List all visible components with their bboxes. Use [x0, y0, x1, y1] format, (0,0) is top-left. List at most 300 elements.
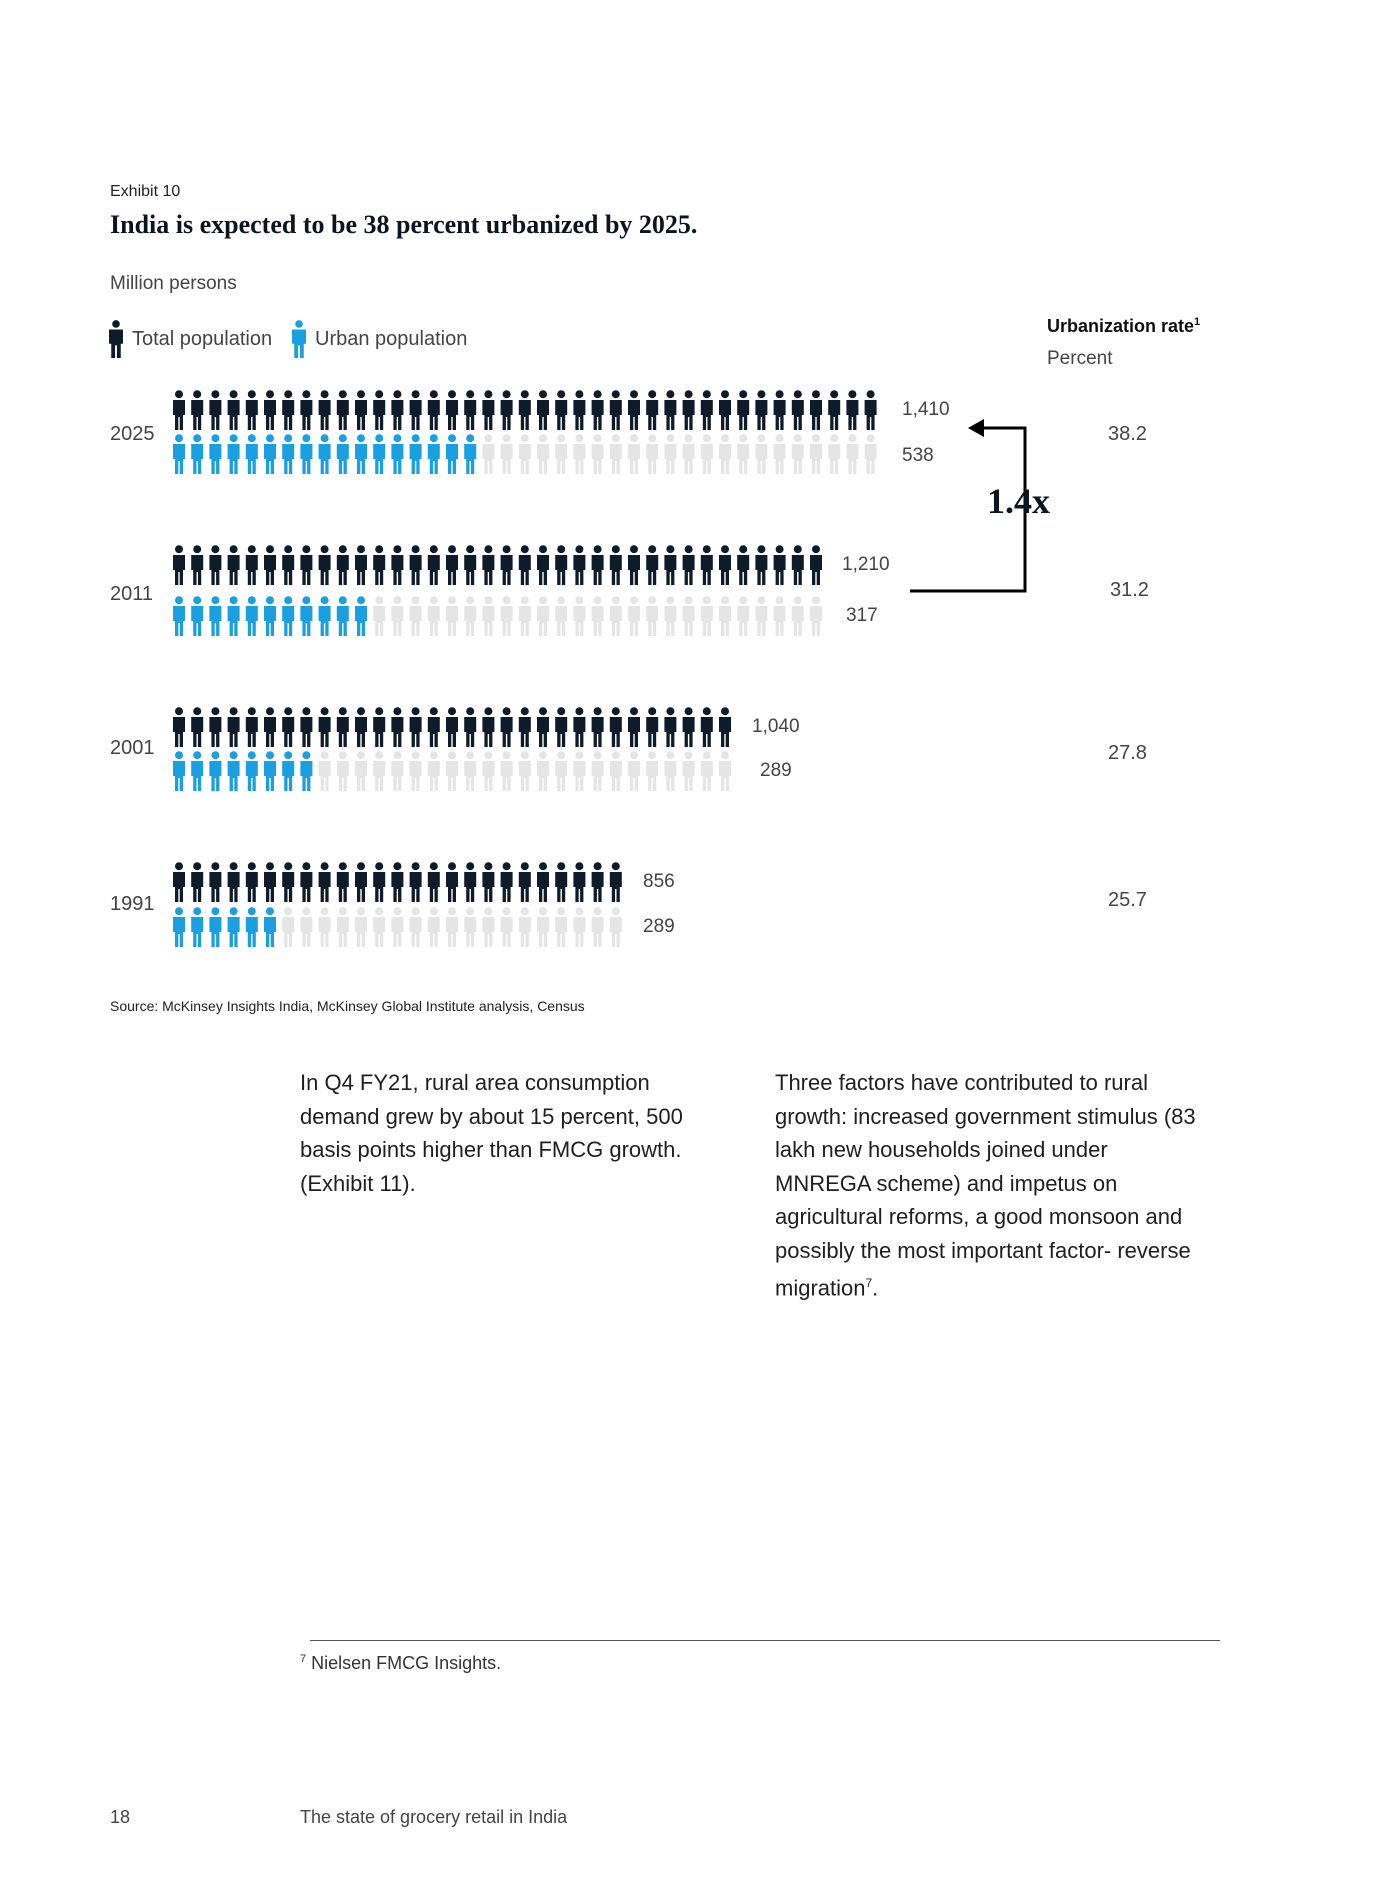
person-icon — [555, 751, 567, 791]
person-icon — [573, 596, 585, 636]
person-icon — [264, 751, 276, 791]
person-icon — [537, 434, 549, 474]
person-icon — [373, 751, 385, 791]
document-title: The state of grocery retail in India — [300, 1807, 568, 1827]
person-icon — [410, 907, 422, 947]
person-icon — [482, 596, 494, 636]
person-icon — [337, 707, 349, 747]
person-icon — [428, 907, 440, 947]
person-icon — [337, 862, 349, 902]
person-icon — [519, 862, 531, 902]
person-icon — [537, 751, 549, 791]
person-icon — [701, 434, 713, 474]
source-note: Source: McKinsey Insights India, McKinsey Global Institute analysis, Census — [110, 998, 585, 1014]
person-icon — [537, 707, 549, 747]
person-icon — [774, 434, 786, 474]
person-icon — [209, 390, 221, 430]
person-icon — [373, 862, 385, 902]
person-icon — [246, 862, 258, 902]
person-icon — [173, 545, 185, 585]
person-icon — [191, 390, 203, 430]
person-icon — [446, 596, 458, 636]
person-icon — [610, 862, 622, 902]
person-icon — [592, 545, 604, 585]
person-icon — [264, 596, 276, 636]
footnote — [300, 1653, 501, 1674]
person-icon — [610, 596, 622, 636]
person-icon — [573, 707, 585, 747]
person-icon — [282, 862, 294, 902]
person-icon — [664, 707, 676, 747]
person-icon — [737, 390, 749, 430]
rate-value: 27.8 — [1108, 742, 1147, 764]
person-icon — [246, 751, 258, 791]
person-icon — [428, 707, 440, 747]
person-icon — [573, 751, 585, 791]
person-icon — [464, 390, 476, 430]
person-icon — [737, 596, 749, 636]
person-icon — [319, 907, 331, 947]
person-icon — [555, 907, 567, 947]
person-icon — [537, 907, 549, 947]
rate-header-subtitle: Percent — [1047, 348, 1113, 369]
person-icon — [191, 596, 203, 636]
person-icon — [173, 390, 185, 430]
icon-row-urban — [172, 596, 823, 641]
person-icon — [537, 596, 549, 636]
person-icons-svg — [172, 545, 823, 585]
person-icon — [319, 707, 331, 747]
person-icon — [300, 907, 312, 947]
person-icon — [519, 707, 531, 747]
person-icon — [719, 707, 731, 747]
person-icon — [482, 862, 494, 902]
person-icon — [464, 434, 476, 474]
person-icon — [646, 596, 658, 636]
total-value: 856 — [643, 871, 675, 892]
year-label: 1991 — [110, 893, 155, 915]
person-icon — [446, 390, 458, 430]
person-icon — [755, 434, 767, 474]
person-icon — [810, 596, 822, 636]
person-icon — [173, 707, 185, 747]
person-icon — [337, 596, 349, 636]
person-icon — [410, 751, 422, 791]
person-icon — [482, 434, 494, 474]
person-icon — [319, 545, 331, 585]
urban-value: 289 — [643, 916, 675, 937]
person-icon — [300, 545, 312, 585]
person-icon — [373, 390, 385, 430]
person-icon — [792, 390, 804, 430]
person-icon — [191, 862, 203, 902]
person-icon — [719, 390, 731, 430]
person-icon — [446, 751, 458, 791]
person-icon — [391, 596, 403, 636]
person-icons-svg — [172, 434, 878, 474]
person-icon — [737, 545, 749, 585]
icon-row-urban — [172, 434, 878, 479]
person-icons-svg — [172, 596, 823, 636]
person-icon — [573, 390, 585, 430]
person-icon — [291, 320, 307, 358]
person-icon — [373, 434, 385, 474]
person-icon — [410, 707, 422, 747]
person-icon — [573, 862, 585, 902]
person-icon — [191, 907, 203, 947]
growth-multiplier: 1.4x — [987, 481, 1050, 521]
person-icon — [300, 390, 312, 430]
person-icon — [391, 751, 403, 791]
person-icon — [501, 751, 513, 791]
person-icon — [391, 907, 403, 947]
person-icon — [355, 751, 367, 791]
person-icon — [428, 751, 440, 791]
person-icon — [701, 707, 713, 747]
legend-total-label: Total population — [132, 327, 273, 350]
person-icon — [555, 545, 567, 585]
person-icon — [646, 434, 658, 474]
person-icon — [355, 390, 367, 430]
legend-total — [108, 320, 272, 358]
person-icon — [337, 434, 349, 474]
person-icon — [191, 434, 203, 474]
person-icon — [482, 390, 494, 430]
person-icon — [792, 434, 804, 474]
person-icon — [391, 862, 403, 902]
person-icon — [209, 434, 221, 474]
person-icon — [300, 862, 312, 902]
person-icon — [228, 390, 240, 430]
person-icon — [628, 596, 640, 636]
person-icon — [391, 390, 403, 430]
person-icon — [191, 751, 203, 791]
person-icon — [264, 390, 276, 430]
person-icon — [755, 545, 767, 585]
person-icon — [319, 751, 331, 791]
legend-urban-label: Urban population — [315, 327, 468, 350]
person-icon — [373, 707, 385, 747]
person-icon — [446, 907, 458, 947]
person-icon — [573, 907, 585, 947]
person-icon — [592, 862, 604, 902]
person-icon — [173, 751, 185, 791]
exhibit-title: India is expected to be 38 percent urbanized by 2025. — [110, 210, 698, 239]
person-icon — [628, 751, 640, 791]
person-icon — [592, 907, 604, 947]
person-icon — [282, 751, 294, 791]
person-icon — [300, 596, 312, 636]
person-icon — [683, 596, 695, 636]
person-icon — [446, 545, 458, 585]
person-icon — [810, 434, 822, 474]
person-icon — [737, 434, 749, 474]
person-icon — [428, 434, 440, 474]
person-icon — [209, 907, 221, 947]
person-icon — [519, 434, 531, 474]
person-icon — [646, 545, 658, 585]
person-icon — [701, 596, 713, 636]
person-icon — [683, 390, 695, 430]
rate-value: 31.2 — [1110, 579, 1149, 601]
person-icon — [209, 751, 221, 791]
person-icon — [519, 907, 531, 947]
person-icon — [719, 545, 731, 585]
person-icon — [428, 545, 440, 585]
person-icon — [209, 545, 221, 585]
urban-value: 289 — [760, 760, 792, 781]
person-icon — [446, 862, 458, 902]
person-icon — [774, 596, 786, 636]
person-icon — [774, 390, 786, 430]
icon-row-urban — [172, 751, 732, 796]
person-icon — [228, 707, 240, 747]
exhibit-label: Exhibit 10 — [110, 183, 181, 200]
person-icon — [573, 434, 585, 474]
icon-row-total — [172, 707, 732, 752]
person-icon — [501, 707, 513, 747]
person-icon — [464, 707, 476, 747]
person-icon — [592, 434, 604, 474]
person-icon — [610, 707, 622, 747]
person-icons-svg — [172, 751, 732, 791]
year-label: 2025 — [110, 423, 155, 445]
person-icon — [482, 545, 494, 585]
person-icon — [282, 434, 294, 474]
person-icon — [228, 907, 240, 947]
total-value: 1,040 — [752, 716, 800, 737]
person-icon — [373, 596, 385, 636]
person-icon — [537, 545, 549, 585]
person-icon — [828, 434, 840, 474]
icon-row-total — [172, 545, 823, 590]
person-icon — [391, 545, 403, 585]
person-icon — [755, 596, 767, 636]
person-icon — [646, 751, 658, 791]
person-icon — [355, 596, 367, 636]
body-paragraph-2 — [775, 1066, 1205, 1305]
person-icon — [228, 862, 240, 902]
person-icon — [209, 862, 221, 902]
person-icon — [410, 434, 422, 474]
person-icon — [592, 707, 604, 747]
person-icon — [755, 390, 767, 430]
person-icon — [355, 434, 367, 474]
person-icon — [555, 434, 567, 474]
person-icons-svg — [172, 862, 623, 902]
person-icon — [282, 390, 294, 430]
person-icon — [664, 434, 676, 474]
icon-row-urban — [172, 907, 623, 952]
person-icon — [428, 596, 440, 636]
person-icon — [246, 434, 258, 474]
person-icon — [701, 751, 713, 791]
person-icon — [319, 862, 331, 902]
person-icon — [319, 434, 331, 474]
person-icon — [592, 596, 604, 636]
person-icon — [774, 545, 786, 585]
person-icon — [108, 320, 124, 358]
person-icon — [501, 862, 513, 902]
person-icon — [646, 707, 658, 747]
person-icon — [683, 434, 695, 474]
person-icon — [264, 907, 276, 947]
person-icon — [664, 545, 676, 585]
person-icon — [355, 907, 367, 947]
person-icon — [246, 707, 258, 747]
person-icon — [373, 907, 385, 947]
person-icon — [719, 751, 731, 791]
person-icon — [355, 707, 367, 747]
person-icon — [391, 707, 403, 747]
person-icon — [719, 434, 731, 474]
person-icon — [428, 390, 440, 430]
person-icon — [264, 707, 276, 747]
person-icon — [555, 596, 567, 636]
person-icon — [865, 390, 877, 430]
body-paragraph-2-text: Three factors have contributed to rural growth: increased government stimulus (83 lakh new households joined under MNREGA scheme) and impetus on agricultural reforms, a good monsoon and possibly the most important factor- reverse migration — [775, 1070, 1196, 1301]
person-icon — [464, 907, 476, 947]
person-icon — [300, 751, 312, 791]
person-icon — [519, 751, 531, 791]
person-icon — [610, 434, 622, 474]
footnote-text: Nielsen FMCG Insights. — [306, 1653, 502, 1673]
person-icons-svg — [172, 390, 878, 430]
body-paragraph-1: In Q4 FY21, rural area consumption demand grew by about 15 percent, 500 basis points higher than FMCG growth. (Exhibit 11). — [300, 1070, 683, 1196]
person-icon — [228, 545, 240, 585]
person-icon — [792, 596, 804, 636]
person-icon — [191, 545, 203, 585]
person-icon — [610, 751, 622, 791]
person-icon — [701, 390, 713, 430]
person-icon — [373, 545, 385, 585]
person-icon — [628, 434, 640, 474]
person-icon — [537, 862, 549, 902]
person-icon — [664, 596, 676, 636]
person-icon — [592, 751, 604, 791]
urban-value: 538 — [902, 445, 934, 466]
person-icon — [792, 545, 804, 585]
person-icon — [664, 390, 676, 430]
person-icon — [228, 434, 240, 474]
rate-value: 25.7 — [1108, 889, 1147, 911]
person-icon — [355, 545, 367, 585]
person-icon — [191, 707, 203, 747]
person-icon — [410, 390, 422, 430]
rate-value: 38.2 — [1108, 423, 1147, 445]
page-number: 18 — [110, 1807, 131, 1827]
person-icon — [628, 707, 640, 747]
person-icon — [228, 596, 240, 636]
person-icon — [573, 545, 585, 585]
person-icon — [209, 707, 221, 747]
footnote-number: 7 — [300, 1653, 307, 1665]
person-icon — [683, 751, 695, 791]
person-icon — [337, 545, 349, 585]
person-icon — [264, 862, 276, 902]
person-icon — [173, 862, 185, 902]
body-paragraph-2-end: . — [872, 1275, 879, 1301]
person-icon — [410, 596, 422, 636]
rate-header-text: Urbanization rate — [1047, 316, 1195, 336]
person-icon — [555, 390, 567, 430]
year-label: 2011 — [110, 583, 154, 605]
person-icon — [610, 390, 622, 430]
person-icon — [664, 751, 676, 791]
person-icon — [628, 390, 640, 430]
person-icon — [282, 707, 294, 747]
urban-value: 317 — [846, 605, 878, 626]
person-icon — [428, 862, 440, 902]
person-icon — [300, 434, 312, 474]
person-icon — [246, 545, 258, 585]
person-icon — [319, 596, 331, 636]
person-icon — [282, 545, 294, 585]
person-icon — [228, 751, 240, 791]
person-icon — [501, 390, 513, 430]
person-icon — [592, 390, 604, 430]
person-icon — [865, 434, 877, 474]
person-icon — [719, 596, 731, 636]
person-icon — [610, 907, 622, 947]
person-icon — [646, 390, 658, 430]
footnote-ref: 7 — [865, 1276, 873, 1290]
person-icon — [410, 545, 422, 585]
person-icon — [464, 751, 476, 791]
person-icon — [300, 707, 312, 747]
person-icon — [337, 907, 349, 947]
person-icons-svg — [172, 707, 732, 747]
person-icon — [555, 862, 567, 902]
person-icon — [264, 434, 276, 474]
person-icon — [537, 390, 549, 430]
person-icon — [464, 545, 476, 585]
person-icon — [482, 907, 494, 947]
person-icon — [482, 707, 494, 747]
person-icon — [173, 907, 185, 947]
person-icon — [446, 707, 458, 747]
person-icon — [319, 390, 331, 430]
person-icon — [464, 596, 476, 636]
person-icon — [810, 545, 822, 585]
person-icon — [519, 596, 531, 636]
person-icon — [701, 545, 713, 585]
person-icon — [246, 596, 258, 636]
person-icon — [173, 596, 185, 636]
total-value: 1,410 — [902, 399, 950, 420]
year-label: 2001 — [110, 737, 155, 759]
rate-header-title — [1047, 316, 1200, 337]
person-icon — [355, 862, 367, 902]
person-icon — [410, 862, 422, 902]
person-icon — [810, 390, 822, 430]
person-icon — [391, 434, 403, 474]
rate-header-sup: 1 — [1194, 316, 1201, 328]
legend-urban — [291, 320, 467, 358]
person-icon — [173, 434, 185, 474]
person-icon — [209, 596, 221, 636]
person-icon — [610, 545, 622, 585]
person-icons-svg — [172, 907, 623, 947]
person-icon — [519, 545, 531, 585]
person-icon — [337, 390, 349, 430]
person-icon — [482, 751, 494, 791]
person-icon — [519, 390, 531, 430]
person-icon — [282, 907, 294, 947]
total-value: 1,210 — [842, 554, 890, 575]
person-icon — [628, 545, 640, 585]
footnote-divider — [310, 1640, 1220, 1641]
